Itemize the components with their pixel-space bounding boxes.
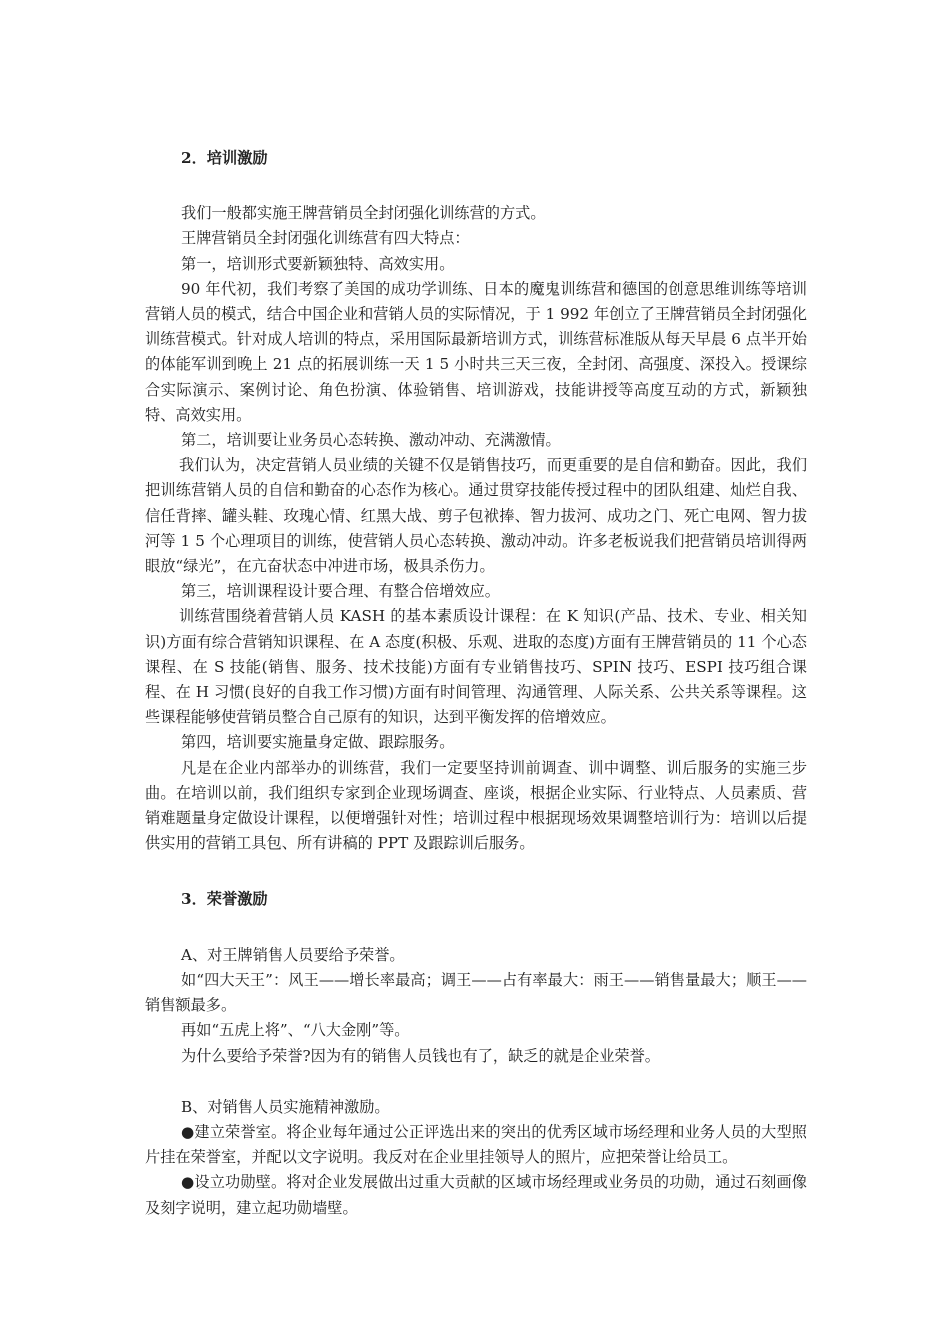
paragraph: 第四，培训要实施量身定做、跟踪服务。: [181, 733, 455, 752]
paragraph: 我们认为，决定营销人员业绩的关键不仅是销售技巧，而更重要的是自信和勤奋。因此，我们把训练营销人员的自信和勤奋的心态作为核心。通过贯穿技能传授过程中的团队组建、灿烂自我、信任背摔、罐头鞋、玫瑰心情、红黑大战、剪子包袱捧、智力拔河、成功之门、死亡电网、智力拔河等 1 5 个心理项目的训练，使营销人员心态转换、激动冲动。许多老板说我们把营销员培训得两眼放“绿光”，在亢奋状态中冲进市场，极具杀伤力。: [145, 456, 807, 576]
paragraph: B、对销售人员实施精神激励。: [181, 1097, 390, 1116]
paragraph: 王牌营销员全封闭强化训练营有四大特点：: [181, 229, 470, 248]
paragraph: 我们一般都实施王牌营销员全封闭强化训练营的方式。: [181, 204, 546, 223]
paragraph: 第一，培训形式要新颖独特、高效实用。: [181, 254, 455, 273]
section-heading-training: 2．培训激励: [181, 149, 268, 167]
paragraph: 第二，培训要让业务员心态转换、激动冲动、充满激情。: [181, 431, 561, 450]
paragraph: 如“四大天王”：风王——增长率最高；调王——占有率最大：雨王——销售量最大；顺王——销售额最多。: [145, 970, 807, 1015]
paragraph: 第三，培训课程设计要合理、有整合倍增效应。: [181, 582, 500, 601]
paragraph: ●建立荣誉室。将企业每年通过公正评选出来的突出的优秀区域市场经理和业务人员的大型照片挂在荣誉室，并配以文字说明。我反对在企业里挂领导人的照片，应把荣誉让给员工。: [145, 1122, 807, 1167]
paragraph: 训练营围绕着营销人员 KASH 的基本素质设计课程：在 K 知识(产品、技术、专业、相关知识)方面有综合营销知识课程、在 A 态度(积极、乐观、进取的态度)方面有王牌营销员的 11 个心态课程、在 S 技能(销售、服务、技术技能)方面有专业销售技巧、SPIN 技巧、ESPI 技巧组合课程、在 H 习惯(良好的自我工作习惯)方面有时间管理、沟通管理、人际关系、公共关系等课程。这些课程能够使营销员整合自己原有的知识，达到平衡发挥的倍增效应。: [145, 607, 807, 727]
paragraph: ●设立功勋壁。将对企业发展做出过重大贡献的区域市场经理或业务员的功勋，通过石刻画像及刻字说明，建立起功勋墙壁。: [145, 1173, 807, 1217]
paragraph: 为什么要给予荣誉?因为有的销售人员钱也有了，缺乏的就是企业荣誉。: [181, 1046, 660, 1065]
section-heading-honor: 3．荣誉激励: [181, 890, 268, 909]
document-page: [145, 146, 807, 1221]
paragraph: 90 年代初，我们考察了美国的成功学训练、日本的魔鬼训练营和德国的创意思维训练等培训营销人员的模式，结合中国企业和营销人员的实际情况，于 1 992 年创立了王牌营销员全封闭强化训练营模式。针对成人培训的特点，采用国际最新培训方式，训练营标准版从每天早晨 6 点半开始的体能军训到晚上 21 点的拓展训练一天 1 5 小时共三天三夜，全封闭、高强度、深投入。授课综合实际演示、案例讨论、角色扮演、体验销售、培训游戏，技能讲授等高度互动的方式，新颖独特、高效实用。: [145, 279, 807, 424]
paragraph: 再如“五虎上将”、“八大金刚”等。: [181, 1021, 410, 1040]
paragraph: A、对王牌销售人员要给予荣誉。: [181, 945, 405, 964]
paragraph: 凡是在企业内部举办的训练营，我们一定要坚持训前调查、训中调整、训后服务的实施三步曲。在培训以前，我们组织专家到企业现场调查、座谈，根据企业实际、行业特点、人员素质、营销难题量身定做设计课程，以便增强针对性；培训过程中根据现场效果调整培训行为：培训以后提供实用的营销工具包、所有讲稿的 PPT 及跟踪训后服务。: [145, 758, 807, 853]
